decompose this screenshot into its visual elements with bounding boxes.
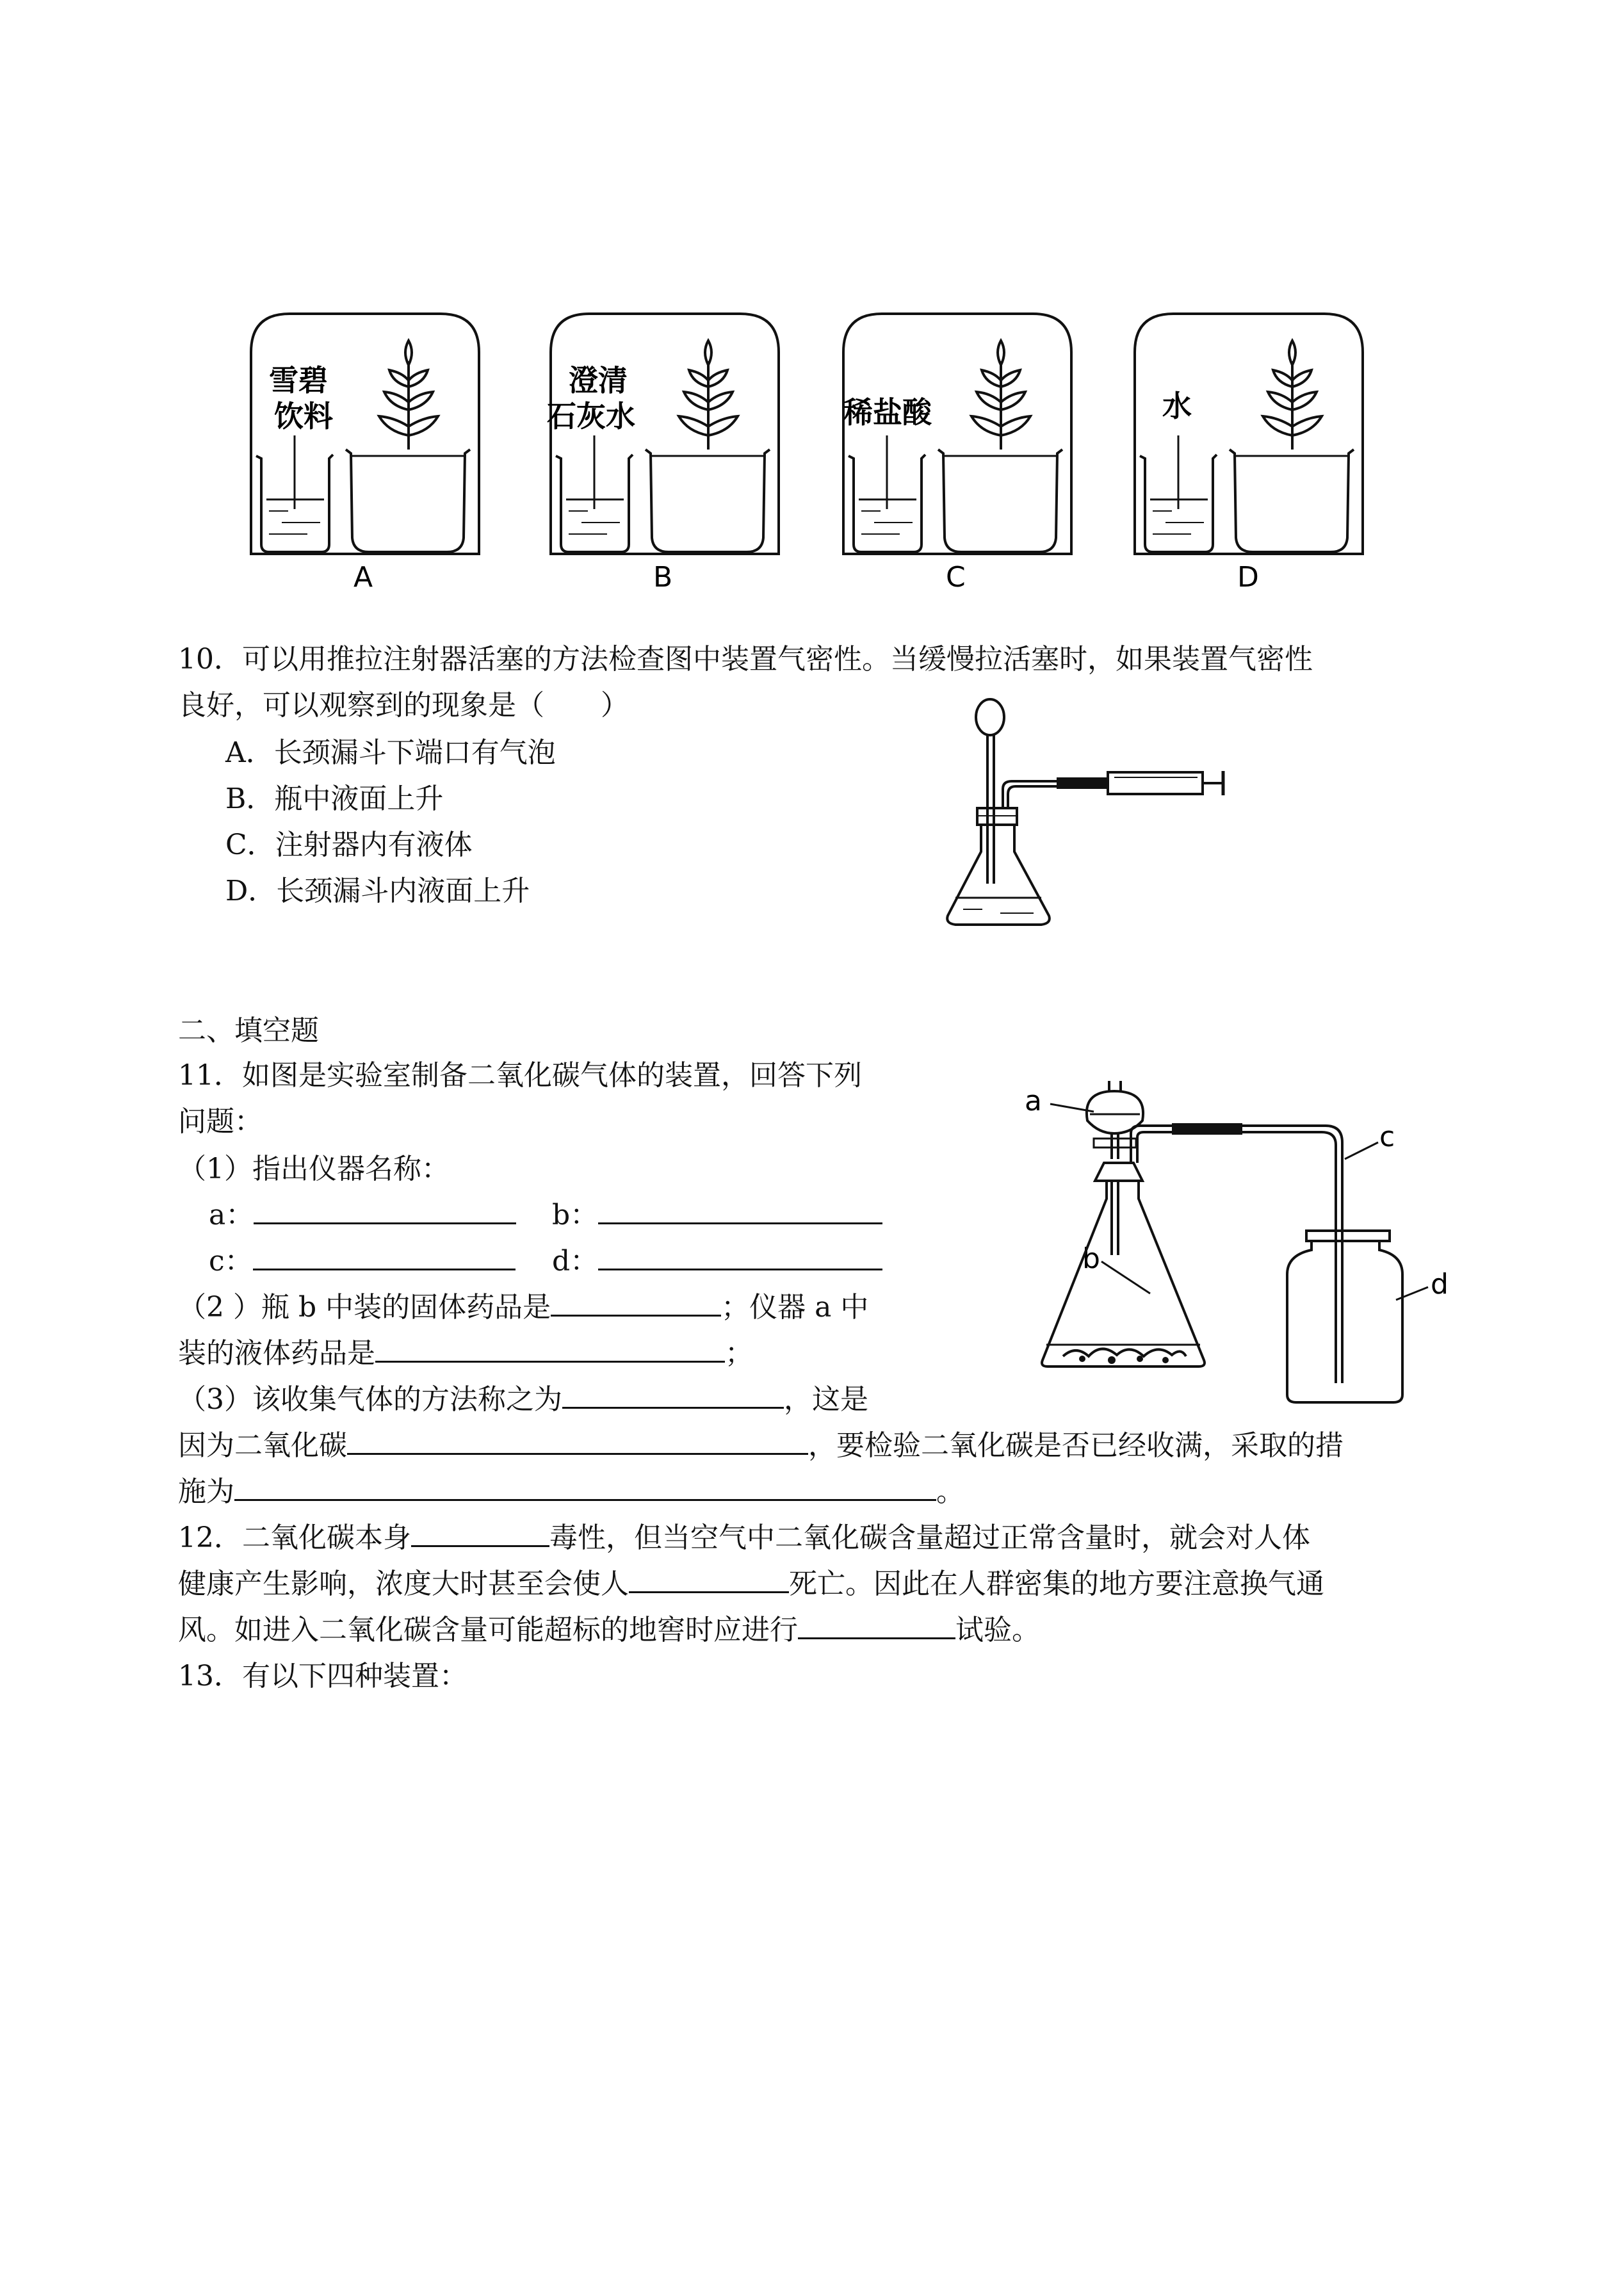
- q11-blank-a-row: [209, 1192, 516, 1238]
- q11-part3-line1: [178, 1377, 868, 1423]
- q11-b-label: b：: [552, 1199, 599, 1231]
- answer-blank-liquid[interactable]: [375, 1333, 725, 1363]
- answer-blank-reason[interactable]: [347, 1425, 808, 1455]
- q12-text-2a: 健康产生影响，浓度大时甚至会使人: [178, 1568, 629, 1600]
- q11-part2-text-c: 装的液体药品是: [178, 1337, 375, 1370]
- syringe-flask-figure: [941, 692, 1236, 935]
- label-d: d: [1431, 1268, 1449, 1301]
- q11-stem-line2: 问题：: [178, 1105, 263, 1138]
- q12-text-2b: 死亡。因此在人群密集的地方要注意换气通: [789, 1568, 1324, 1600]
- panel-c-letter: C: [946, 561, 966, 594]
- q13-stem: 13．有以下四种装置：: [178, 1660, 467, 1692]
- panel-a-letter: A: [353, 561, 373, 594]
- q11-part3-line3: [178, 1469, 964, 1515]
- answer-blank-c[interactable]: [253, 1240, 516, 1270]
- label-b: b: [1082, 1242, 1100, 1275]
- answer-blank-method[interactable]: [562, 1379, 784, 1409]
- q11-part3-line2: [178, 1423, 1344, 1469]
- panel-d-letter: D: [1237, 561, 1259, 594]
- q11-part2-text-a: （2 ）瓶 b 中装的固体药品是: [178, 1291, 551, 1324]
- q11-part2-text-b: ；仪器 a 中: [721, 1291, 869, 1324]
- q11-d-label: d：: [552, 1245, 599, 1277]
- q10-option-c: C．注射器内有液体: [225, 829, 473, 861]
- q11-blank-c-row: [209, 1238, 516, 1285]
- q11-part3-text-f: 。: [936, 1475, 964, 1508]
- q12-text-1b: 毒性，但当空气中二氧化碳含量超过正常含量时，就会对人体: [549, 1521, 1310, 1554]
- plant-experiment-figure: [243, 307, 1383, 602]
- panel-a: [251, 314, 479, 594]
- q12-text-3b: 试验。: [955, 1614, 1040, 1646]
- q12-text-1a: 12．二氧化碳本身: [178, 1521, 411, 1554]
- q11-a-label: a：: [209, 1199, 254, 1231]
- q11-stem-line1: 11．如图是实验室制备二氧化碳气体的装置，回答下列: [178, 1059, 862, 1092]
- q10-option-b: B．瓶中液面上升: [225, 783, 444, 815]
- answer-blank-check[interactable]: [234, 1471, 936, 1501]
- q12-line1: [178, 1515, 1310, 1561]
- q10-option-a: A．长颈漏斗下端口有气泡: [225, 736, 556, 769]
- answer-blank-solid[interactable]: [551, 1286, 721, 1317]
- q11-part2-text-d: ；: [725, 1337, 753, 1370]
- q11-part3-text-b: ，这是: [784, 1383, 868, 1416]
- answer-blank-death-cause[interactable]: [629, 1563, 789, 1593]
- panel-d-label-1: 水: [1162, 389, 1192, 423]
- answer-blank-test[interactable]: [798, 1609, 955, 1639]
- panel-b-label-1: 澄清: [569, 363, 628, 398]
- answer-blank-d[interactable]: [598, 1240, 882, 1270]
- co2-apparatus-figure: [986, 1063, 1473, 1409]
- panel-c-label-1: 稀盐酸: [843, 395, 932, 430]
- panel-a-label-1: 雪碧: [269, 363, 328, 398]
- panel-a-label-2: 饮料: [274, 399, 333, 434]
- q10-stem-line2: 良好，可以观察到的现象是（ ）: [178, 689, 629, 722]
- answer-blank-a[interactable]: [254, 1194, 516, 1224]
- q11-part3-text-c: 因为二氧化碳: [178, 1429, 347, 1462]
- q11-part2-line1: [178, 1285, 868, 1331]
- answer-blank-b[interactable]: [598, 1194, 882, 1224]
- q11-blank-b-row: [552, 1192, 882, 1238]
- label-a: a: [1025, 1085, 1042, 1117]
- q10-option-d: D．长颈漏斗内液面上升: [225, 875, 530, 907]
- label-c: c: [1379, 1121, 1395, 1153]
- q11-c-label: c：: [209, 1245, 253, 1277]
- panel-d: [1135, 314, 1363, 594]
- q11-part3-text-e: 施为: [178, 1475, 234, 1508]
- q11-part2-line2: [178, 1331, 753, 1377]
- panel-b-label-2: 石灰水: [547, 399, 635, 434]
- answer-blank-toxicity[interactable]: [411, 1517, 549, 1547]
- section-title: 二、填空题: [178, 1014, 319, 1047]
- panel-b: [547, 314, 779, 594]
- q12-text-3a: 风。如进入二氧化碳含量可能超标的地窖时应进行: [178, 1614, 798, 1646]
- q11-part3-text-d: ，要检验二氧化碳是否已经收满，采取的措: [808, 1429, 1344, 1462]
- q12-line3: [178, 1607, 1040, 1653]
- q10-stem-line1: 10．可以用推拉注射器活塞的方法检查图中装置气密性。当缓慢拉活塞时，如果装置气密性: [178, 643, 1313, 676]
- q11-blank-d-row: [552, 1238, 882, 1285]
- panel-c: [843, 314, 1071, 594]
- q11-part1: （1）指出仪器名称：: [178, 1153, 450, 1185]
- q11-part3-text-a: （3）该收集气体的方法称之为: [178, 1383, 562, 1416]
- q12-line2: [178, 1561, 1324, 1607]
- panel-b-letter: B: [653, 561, 673, 594]
